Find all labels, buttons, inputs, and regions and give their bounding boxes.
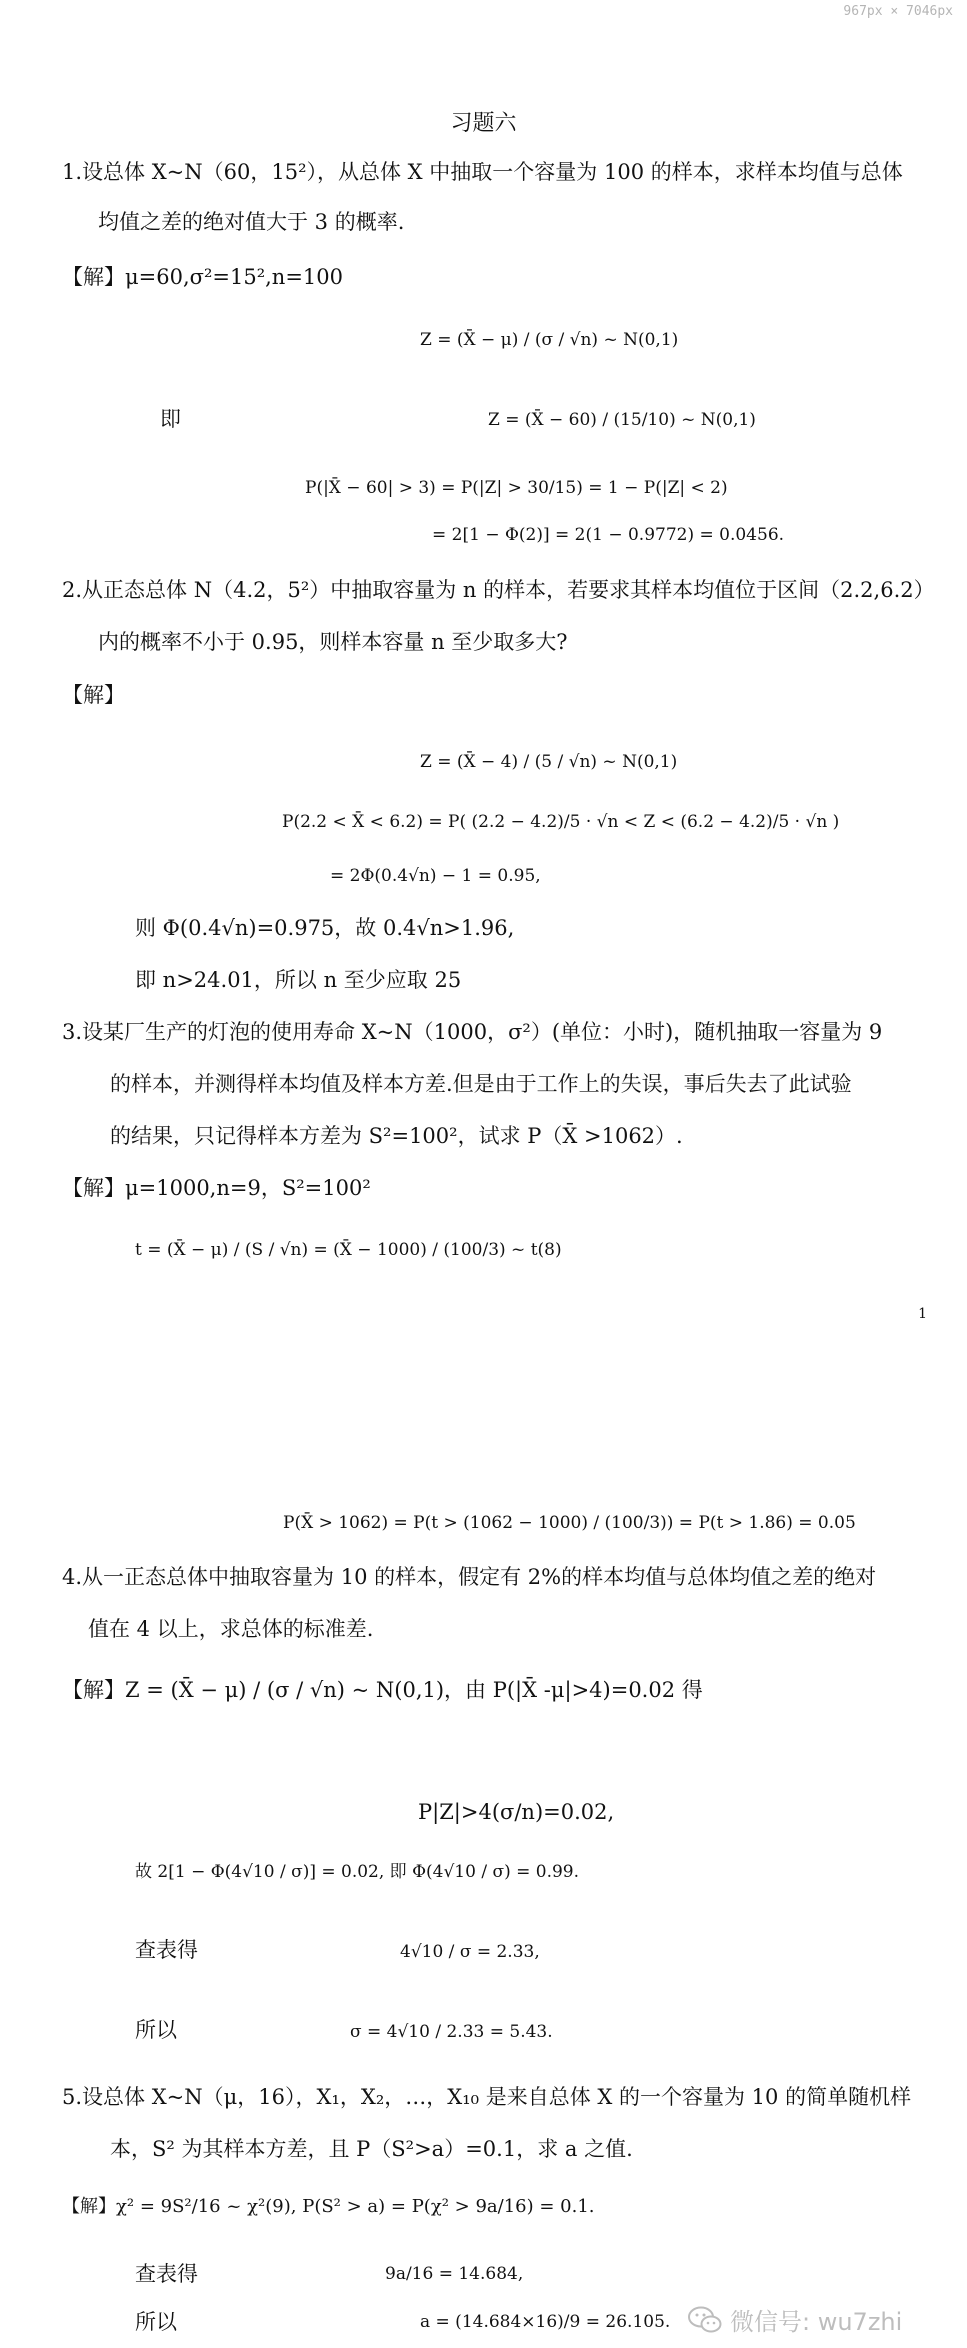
p2-statement-2: 内的概率不小于 0.95，则样本容量 n 至少取多大? (98, 630, 568, 654)
p4-eq-ratio: 4√10 / σ = 2.33, (400, 1942, 540, 1962)
p3-statement-2: 的样本，并测得样本均值及样本方差.但是由于工作上的失误，事后失去了此试验 (110, 1072, 852, 1096)
p3-eq-t: t = (X̄ − μ) / (S / √n) = (X̄ − 1000) / (100/3) ~ t(8) (135, 1240, 562, 1260)
wechat-watermark (688, 2302, 902, 2337)
p4-eq-pz: P|Z|>4(σ/n)=0.02, (418, 1800, 615, 1824)
image-size-label: 967px × 7046px (843, 4, 953, 19)
p1-ji-label: 即 (160, 407, 181, 431)
p4-so-label: 所以 (135, 2018, 177, 2042)
p5-statement-2: 本，S² 为其样本方差，且 P（S²>a）=0.1，求 a 之值. (110, 2137, 633, 2161)
p2-eq-phi: = 2Φ(0.4√n) − 1 = 0.95, (330, 866, 541, 886)
p3-statement-1: 3.设某厂生产的灯泡的使用寿命 X~N（1000，σ²）(单位：小时)，随机抽取一容量为 9 (62, 1020, 883, 1044)
p4-solution-head: 【解】Z = (X̄ − μ) / (σ / √n) ~ N(0,1)，由 P(|X̄ -μ|>4)=0.02 得 (62, 1678, 703, 1702)
p4-eq-phi: 故 2[1 − Φ(4√10 / σ)] = 0.02, 即 Φ(4√10 / σ) = 0.99. (135, 1862, 580, 1882)
p1-eq-z60: Z = (X̄ − 60) / (15/10) ~ N(0,1) (488, 410, 756, 430)
p2-line-n: 即 n>24.01，所以 n 至少应取 25 (135, 968, 462, 992)
p2-solution-head: 【解】 (62, 683, 125, 707)
wechat-icon (688, 2306, 722, 2334)
p4-statement-1: 4.从一正态总体中抽取容量为 10 的样本，假定有 2%的样本均值与总体均值之差的绝对 (62, 1565, 877, 1589)
p2-eq-z: Z = (X̄ − 4) / (5 / √n) ~ N(0,1) (420, 752, 678, 772)
p1-statement-1: 1.设总体 X~N（60，15²），从总体 X 中抽取一个容量为 100 的样本，求样本均值与总体 (62, 160, 903, 184)
p5-eq-ratio: 9a/16 = 14.684, (385, 2264, 524, 2284)
p2-eq-prob: P(2.2 < X̄ < 6.2) = P( (2.2 − 4.2)/5 · √n < Z < (6.2 − 4.2)/5 · √n ) (282, 812, 840, 832)
p2-statement-1: 2.从正态总体 N（4.2，5²）中抽取容量为 n 的样本，若要求其样本均值位于区间（2.2,6.2） (62, 578, 935, 602)
p4-eq-sigma: σ = 4√10 / 2.33 = 5.43. (350, 2022, 553, 2042)
p1-eq-z: Z = (X̄ − μ) / (σ / √n) ~ N(0,1) (420, 330, 679, 350)
p3-eq-prob: P(X̄ > 1062) = P(t > (1062 − 1000) / (100/3)) = P(t > 1.86) = 0.05 (283, 1513, 856, 1533)
p1-solution-head: 【解】μ=60,σ²=15²,n=100 (62, 265, 344, 289)
p4-lookup-label: 查表得 (135, 1938, 198, 1962)
p2-line-phi: 则 Φ(0.4√n)=0.975，故 0.4√n>1.96, (135, 916, 515, 940)
p5-so-label: 所以 (135, 2310, 177, 2334)
p1-eq-result: = 2[1 − Φ(2)] = 2(1 − 0.9772) = 0.0456. (432, 525, 785, 545)
page-number: 1 (918, 1306, 927, 1322)
p3-solution-head: 【解】μ=1000,n=9，S²=100² (62, 1176, 371, 1200)
watermark-text: 微信号: wu7zhi (730, 2308, 903, 2336)
page-title: 习题六 (450, 111, 517, 136)
p1-eq-prob: P(|X̄ − 60| > 3) = P(|Z| > 30/15) = 1 − P(|Z| < 2) (305, 478, 728, 498)
p5-statement-1: 5.设总体 X~N（μ，16），X₁，X₂，…，X₁₀ 是来自总体 X 的一个容量为 10 的简单随机样 (62, 2085, 912, 2109)
p3-statement-3: 的结果，只记得样本方差为 S²=100²，试求 P（X̄ >1062）. (110, 1124, 683, 1148)
p5-solution-head: 【解】χ² = 9S²/16 ~ χ²(9), P(S² > a) = P(χ² > 9a/16) = 0.1. (62, 2196, 595, 2217)
p1-statement-2: 均值之差的绝对值大于 3 的概率. (98, 210, 405, 234)
p5-lookup-label: 查表得 (135, 2262, 198, 2286)
p4-statement-2: 值在 4 以上，求总体的标准差. (88, 1617, 374, 1641)
p5-eq-a: a = (14.684×16)/9 = 26.105. (420, 2312, 671, 2332)
